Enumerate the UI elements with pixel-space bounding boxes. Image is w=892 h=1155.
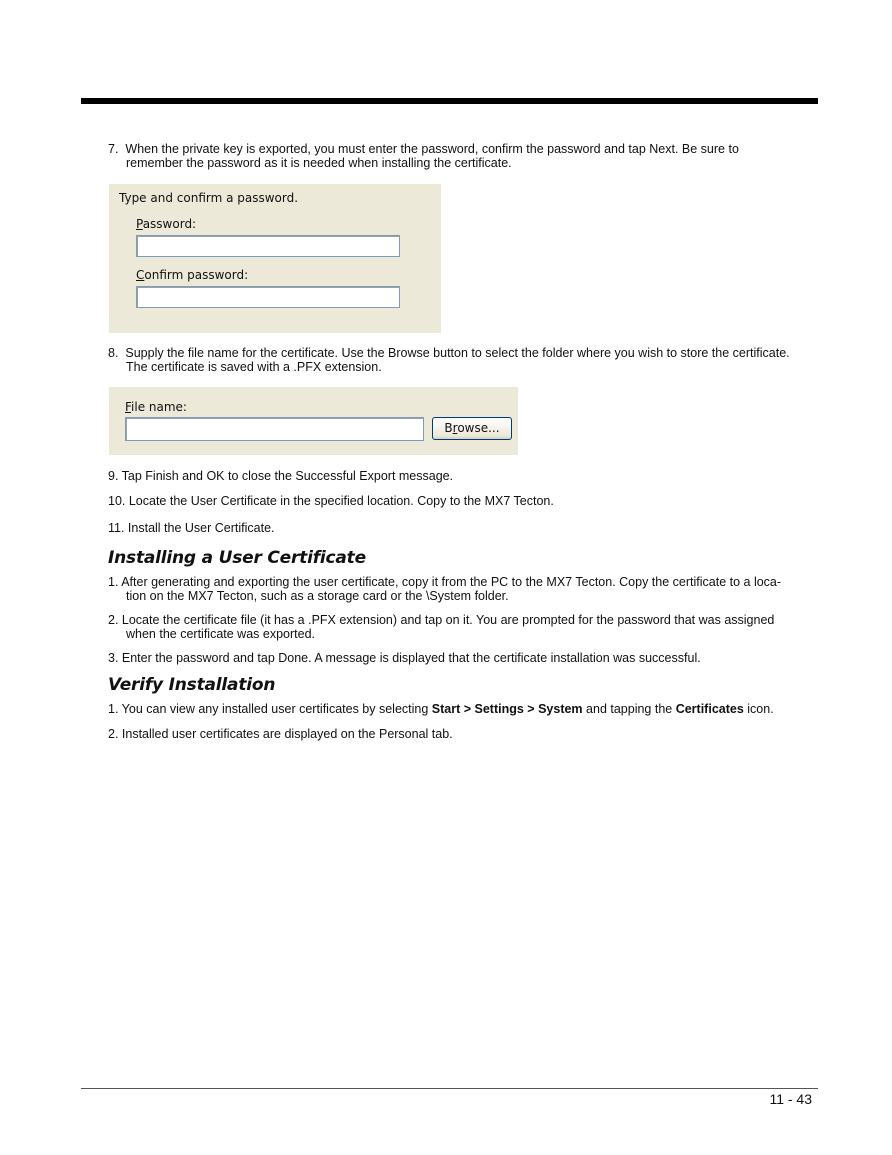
step-8: [108, 347, 818, 374]
password-label: Password:: [136, 217, 197, 231]
step-number: 8.: [108, 346, 119, 360]
confirm-password-field[interactable]: [136, 286, 400, 308]
step-10: 10. Locate the User Certificate in the specified location. Copy to the MX7 Tecton.: [108, 494, 554, 508]
file-name-label: File name:: [125, 400, 187, 414]
install-step-2: 2. Locate the certificate file (it has a .PFX extension) and tap on it. You are prompted for the password that was assigned when the certificate was exported.: [108, 613, 775, 641]
dialog-caption: Type and confirm a password.: [119, 191, 299, 205]
step-text: Supply the file name for the certificate. Use the Browse button to select the folder where you wish to store the certificate.: [125, 346, 790, 360]
page-number: 11 - 43: [769, 1091, 812, 1107]
step-number: 7.: [108, 142, 119, 156]
browse-button[interactable]: Browse...: [432, 417, 512, 440]
step-11: 11. Install the User Certificate.: [108, 521, 275, 535]
install-step-1: 1. After generating and exporting the user certificate, copy it from the PC to the MX7 Tecton. Copy the certificate to a loca- tion on the MX7 Tecton, such as a storage card or the \System folder.: [108, 575, 782, 603]
step-7: [108, 143, 818, 170]
step-9: 9. Tap Finish and OK to close the Successful Export message.: [108, 469, 454, 483]
step-text-cont: remember the password as it is needed when installing the certificate.: [126, 155, 512, 170]
header-rule: [81, 98, 818, 104]
file-name-field[interactable]: [125, 417, 424, 441]
install-step-3: 3. Enter the password and tap Done. A message is displayed that the certificate installation was successful.: [108, 651, 701, 665]
section-heading-installing: Installing a User Certificate: [108, 548, 366, 568]
verify-step-2: 2. Installed user certificates are displayed on the Personal tab.: [108, 727, 453, 741]
verify-step-1: 1. You can view any installed user certificates by selecting Start > Settings > System and tapping the Certificates icon.: [108, 702, 774, 716]
step-text: When the private key is exported, you must enter the password, confirm the password and tap Next. Be sure to: [125, 142, 739, 156]
section-heading-verify: Verify Installation: [108, 675, 276, 695]
file-name-dialog-screenshot: [109, 387, 518, 455]
footer-rule: [81, 1088, 818, 1089]
password-field[interactable]: [136, 235, 400, 257]
password-dialog-screenshot: [109, 184, 441, 333]
confirm-password-label: Confirm password:: [136, 268, 249, 282]
step-text-cont: The certificate is saved with a .PFX extension.: [126, 359, 382, 374]
